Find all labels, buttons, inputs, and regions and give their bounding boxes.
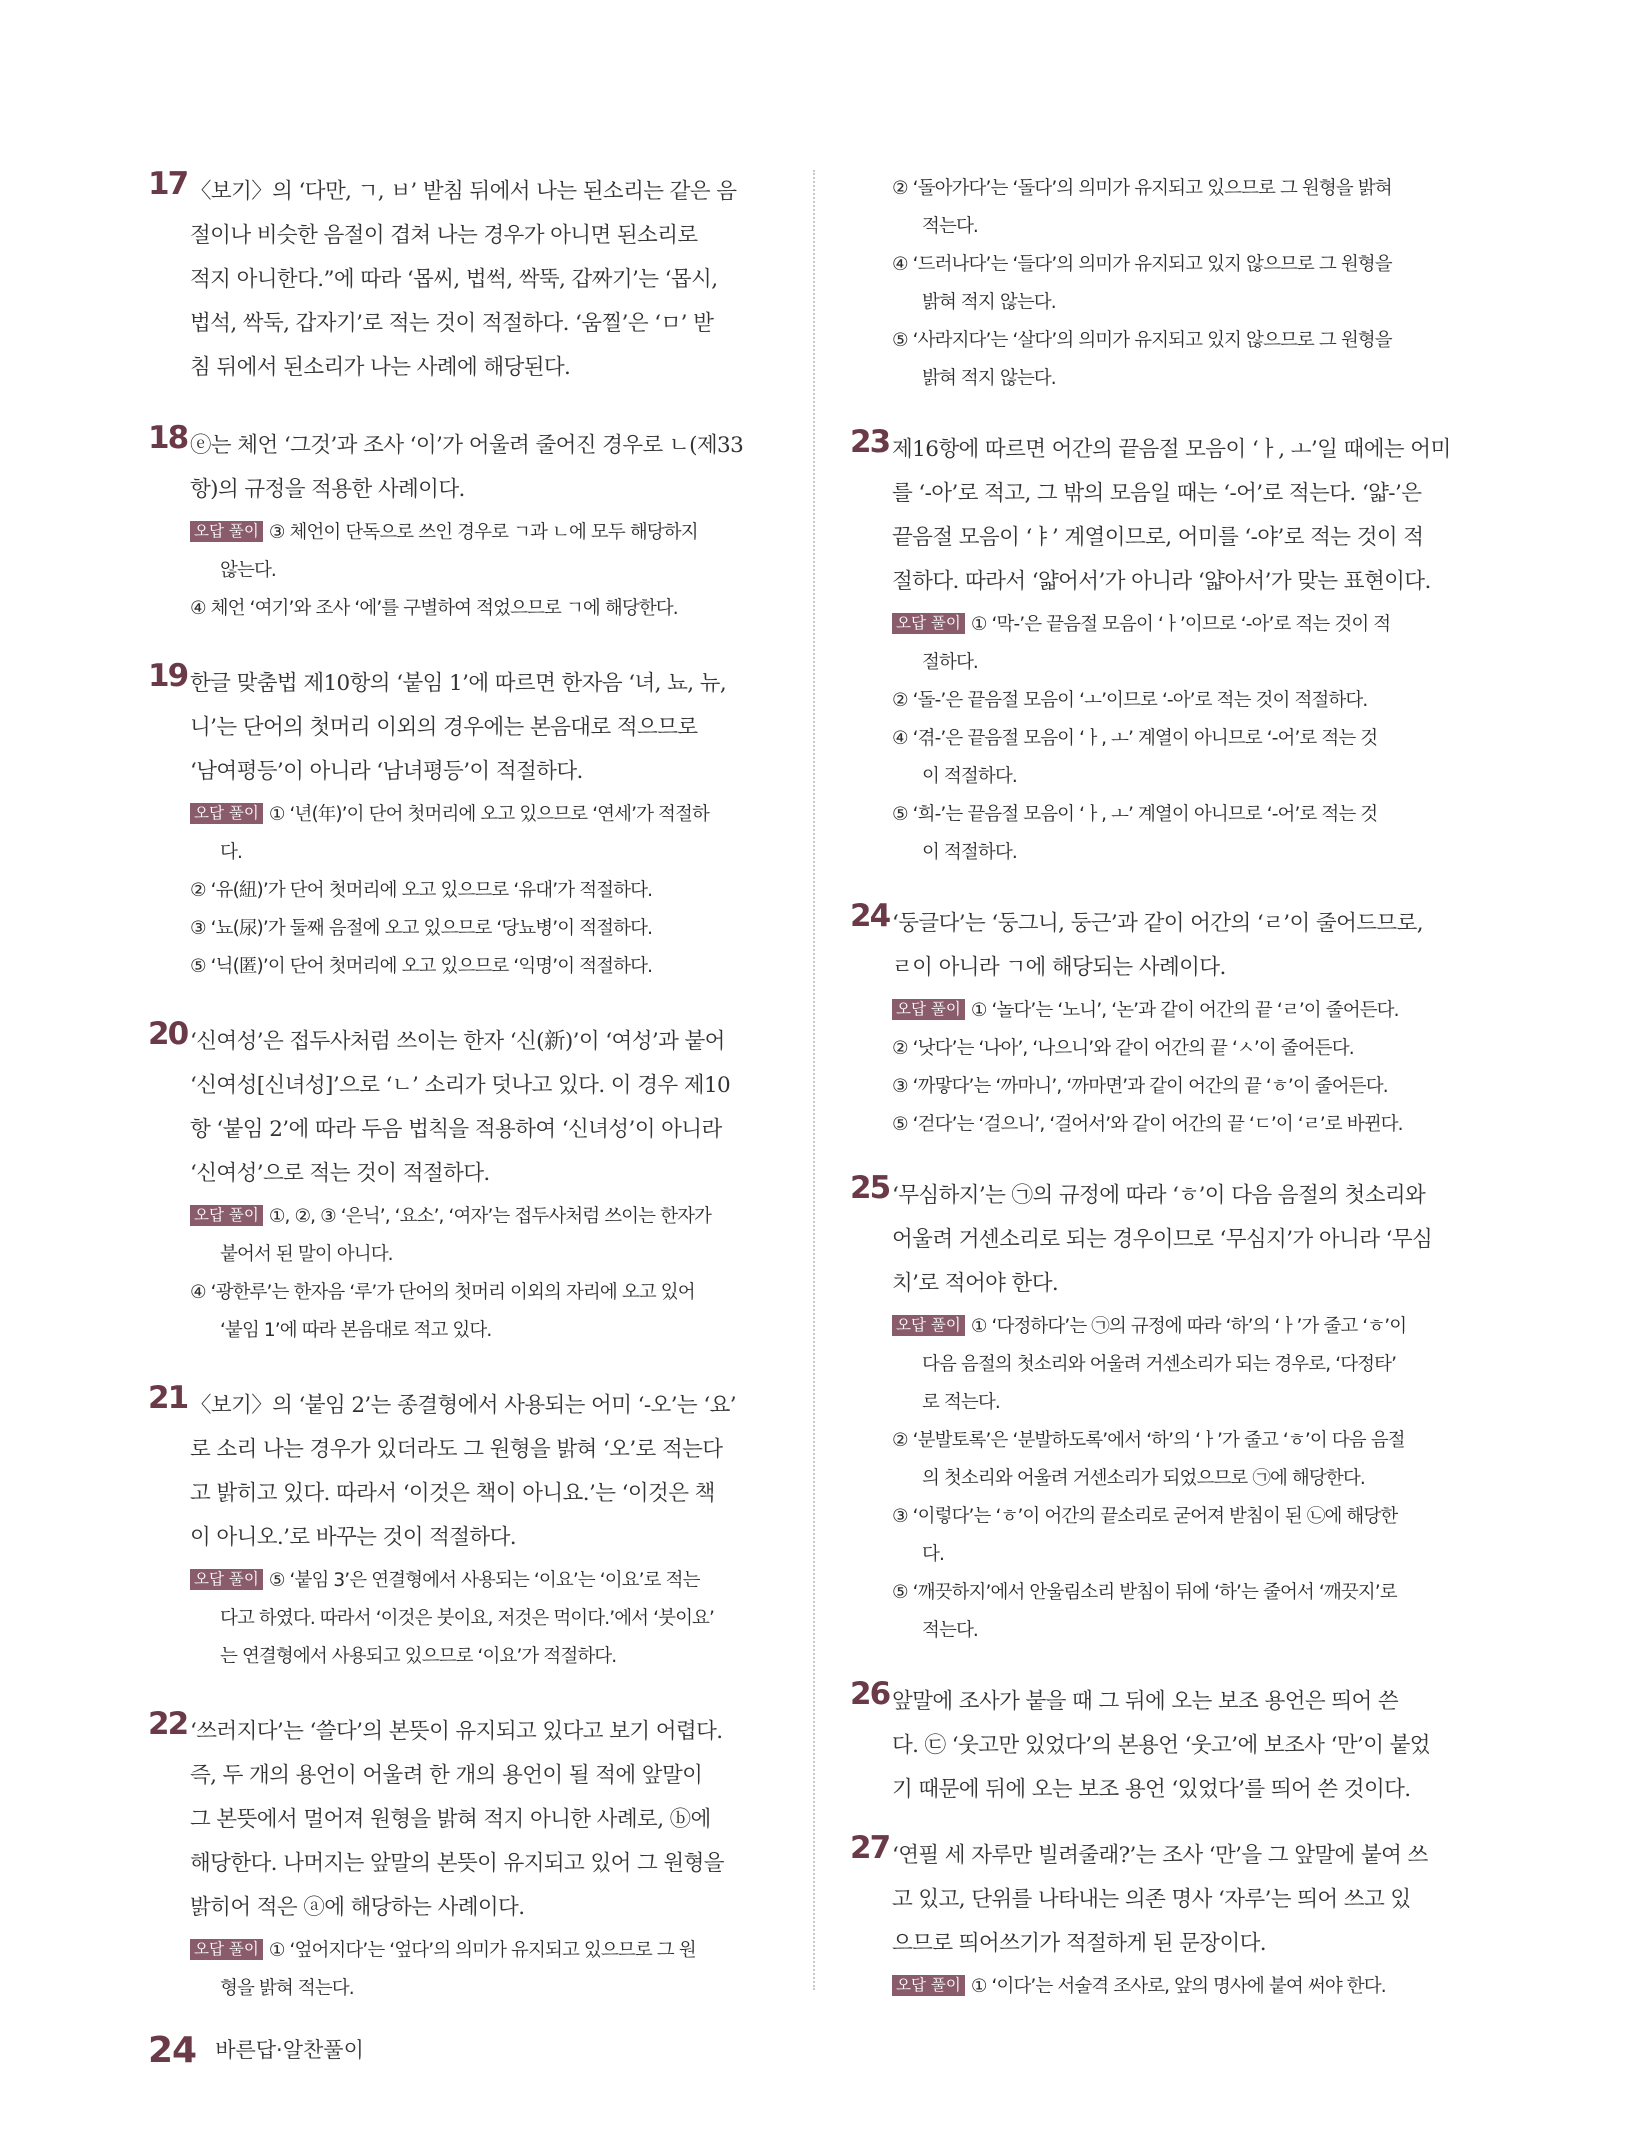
text-line: ‘신여성[신녀성]’으로 ‘ㄴ’ 소리가 덧나고 있다. 이 경우 제10 [190,1073,731,1098]
text-line: ‘둥글다’는 ‘둥그니, 둥근’과 같이 어간의 ‘ㄹ’이 줄어드므로, [892,911,1423,936]
note-line: 붙어서 된 말이 아니다. [220,1244,393,1265]
explanation [892,1834,1475,1966]
text-line: 다. ㉢ ‘웃고만 있었다’의 본용언 ‘웃고’에 보조사 ‘만’이 붙었 [892,1733,1430,1758]
text-line: ㄹ이 아니라 ㄱ에 해당되는 사례이다. [892,955,1226,980]
text-line: ‘신여성’으로 적는 것이 적절하다. [190,1161,490,1186]
text-line: 절이나 비슷한 음절이 겹쳐 나는 경우가 아니면 된소리로 [190,223,698,248]
text-line: ⓔ는 체언 ‘그것’과 조사 ‘이’가 어울려 줄어진 경우로 ㄴ(제33 [190,433,744,458]
note-line: ③ ‘이렇다’는 ‘ㅎ’이 어간의 끝소리로 굳어져 받침이 된 ㉡에 해당한 [892,1506,1398,1527]
note-line: ⑤ ‘사라지다’는 ‘살다’의 의미가 유지되고 있지 않으므로 그 원형을 [892,330,1392,351]
page-footer [148,2030,364,2071]
question-number: 20 [148,1016,188,1052]
text-line: 침 뒤에서 된소리가 나는 사례에 해당된다. [190,355,571,380]
note-line: 밝혀 적지 않는다. [922,368,1056,389]
wrong-answer-notes [892,1968,1475,2006]
note-line: 오답 풀이 ① ‘년(年)’이 단어 첫머리에 오고 있으므로 ‘연세’가 적절하 [190,796,783,834]
text-line: 그 본뜻에서 멀어져 원형을 밝혀 적지 아니한 사례로, ⓑ에 [190,1807,711,1832]
text-line: 밝히어 적은 ⓐ에 해당하는 사례이다. [190,1895,525,1920]
text-line: 치’로 적어야 한다. [892,1271,1059,1296]
question-number: 18 [148,420,188,456]
explanation [190,1710,783,1930]
text-line: ‘남여평등’이 아니라 ‘남녀평등’이 적절하다. [190,759,583,784]
explanation [190,170,783,390]
text-line: 항 ‘붙임 2’에 따라 두음 법칙을 적용하여 ‘신녀성’이 아니라 [190,1117,722,1142]
wrong-answer-notes [892,606,1475,872]
explanation [892,1680,1475,1812]
text-line: 〈보기〉의 ‘붙임 2’는 종결형에서 사용되는 어미 ‘-오’는 ‘요’ [190,1393,736,1418]
wrong-answer-notes [190,1198,783,1350]
note-line: 이 적절하다. [922,766,1017,787]
page-number: 24 [148,2030,197,2071]
note-line: 다음 음절의 첫소리와 어울려 거센소리가 되는 경우로, ‘다정타’ [922,1354,1397,1375]
text-line: 로 소리 나는 경우가 있더라도 그 원형을 밝혀 ‘오’로 적는다 [190,1437,723,1462]
question-number: 26 [850,1676,890,1712]
note-line: 오답 풀이 ① ‘놀다’는 ‘노니’, ‘논’과 같이 어간의 끝 ‘ㄹ’이 줄어든다. [892,992,1475,1030]
text-line: 절하다. 따라서 ‘얇어서’가 아니라 ‘얇아서’가 맞는 표현이다. [892,569,1431,594]
question-number: 21 [148,1380,188,1416]
note-line: ⑤ ‘걷다’는 ‘걸으니’, ‘걸어서’와 같이 어간의 끝 ‘ㄷ’이 ‘ㄹ’로 바뀐다. [892,1114,1403,1135]
note-line: 오답 풀이 ③ 체언이 단독으로 쓰인 경우로 ㄱ과 ㄴ에 모두 해당하지 [190,514,783,552]
question-25 [850,1170,1475,1650]
text-line: 고 밝히고 있다. 따라서 ‘이것은 책이 아니요.’는 ‘이것은 책 [190,1481,715,1506]
wrong-answer-badge: 오답 풀이 [892,613,965,634]
text-line: 법석, 싹둑, 갑자기’로 적는 것이 적절하다. ‘움찔’은 ‘ㅁ’ 받 [190,311,714,336]
text-line: 이 아니오.’로 바꾸는 것이 적절하다. [190,1525,517,1550]
note-line: ② ‘돌-’은 끝음절 모음이 ‘ㅗ’이므로 ‘-아’로 적는 것이 적절하다. [892,690,1368,711]
wrong-answer-badge: 오답 풀이 [190,803,263,824]
text-line: 니’는 단어의 첫머리 이외의 경우에는 본음대로 적으므로 [190,715,698,740]
wrong-answer-badge: 오답 풀이 [892,1315,965,1336]
question-18 [148,420,783,628]
note-line: 적는다. [922,216,978,237]
text-line: ‘신여성’은 접두사처럼 쓰이는 한자 ‘신(新)’이 ‘여성’과 붙어 [190,1029,725,1054]
wrong-answer-notes [190,796,783,986]
wrong-answer-notes [892,170,1475,398]
text-line: 으므로 띄어쓰기가 적절하게 된 문장이다. [892,1931,1267,1956]
note-line: ④ 체언 ‘여기’와 조사 ‘에’를 구별하여 적었으므로 ㄱ에 해당한다. [190,598,678,619]
text-line: 해당한다. 나머지는 앞말의 본뜻이 유지되고 있어 그 원형을 [190,1851,724,1876]
question-27 [850,1830,1475,2006]
text-line: 한글 맞춤법 제10항의 ‘붙임 1’에 따르면 한자음 ‘녀, 뇨, 뉴, [190,671,727,696]
explanation [892,1174,1475,1306]
wrong-answer-badge: 오답 풀이 [190,1205,263,1226]
column-divider [813,170,815,1990]
text-line: ‘연필 세 자루만 빌려줄래?’는 조사 ‘만’을 그 앞말에 붙여 쓰 [892,1843,1428,1868]
note-line: 절하다. [922,652,978,673]
wrong-answer-badge: 오답 풀이 [190,1569,263,1590]
wrong-answer-badge: 오답 풀이 [892,1975,965,1996]
question-22 [148,1706,783,2008]
explanation [190,424,783,512]
wrong-answer-badge: 오답 풀이 [190,1939,263,1960]
text-line: 항)의 규정을 적용한 사례이다. [190,477,465,502]
question-23 [850,424,1475,872]
question-number: 24 [850,898,890,934]
note-line: ② ‘낫다’는 ‘나아’, ‘나으니’와 같이 어간의 끝 ‘ㅅ’이 줄어든다. [892,1038,1354,1059]
question-number: 19 [148,658,188,694]
wrong-answer-notes [190,1562,783,1676]
text-line: 즉, 두 개의 용언이 어울려 한 개의 용언이 될 적에 앞말이 [190,1763,703,1788]
question-number: 23 [850,424,890,460]
left-column [148,166,783,2008]
wrong-answer-badge: 오답 풀이 [190,521,263,542]
note-line: 다. [922,1544,944,1565]
text-line: 제16항에 따르면 어간의 끝음절 모음이 ‘ㅏ, ㅗ’일 때에는 어미 [892,437,1451,462]
note-line: 로 적는다. [922,1392,1000,1413]
text-line: ‘무심하지’는 ㉠의 규정에 따라 ‘ㅎ’이 다음 음절의 첫소리와 [892,1183,1426,1208]
note-line: 오답 풀이 ① ‘이다’는 서술격 조사로, 앞의 명사에 붙여 써야 한다. [892,1968,1475,2006]
wrong-answer-notes [892,992,1475,1144]
text-line: 앞말에 조사가 붙을 때 그 뒤에 오는 보조 용언은 띄어 쓴 [892,1689,1399,1714]
note-line: ⑤ ‘희-’는 끝음절 모음이 ‘ㅏ, ㅗ’ 계열이 아니므로 ‘-어’로 적는 것 [892,804,1378,825]
text-line: 끝음절 모음이 ‘ㅑ’ 계열이므로, 어미를 ‘-야’로 적는 것이 적 [892,525,1424,550]
explanation [892,902,1475,990]
note-line: 형을 밝혀 적는다. [220,1978,354,1999]
explanation [190,1384,783,1560]
note-line: 오답 풀이 ① ‘막-’은 끝음절 모음이 ‘ㅏ’이므로 ‘-아’로 적는 것이 적 [892,606,1475,644]
note-line: 적는다. [922,1620,978,1641]
note-line: 오답 풀이 ⑤ ‘붙임 3’은 연결형에서 사용되는 ‘이요’는 ‘이요’로 적는 [190,1562,783,1600]
note-line: ② ‘돌아가다’는 ‘돌다’의 의미가 유지되고 있으므로 그 원형을 밝혀 [892,178,1392,199]
question-19 [148,658,783,986]
text-line: 고 있고, 단위를 나타내는 의존 명사 ‘자루’는 띄어 쓰고 있 [892,1887,1411,1912]
note-line: ④ ‘드러나다’는 ‘들다’의 의미가 유지되고 있지 않으므로 그 원형을 [892,254,1392,275]
note-line: 밝혀 적지 않는다. [922,292,1056,313]
question-number: 27 [850,1830,890,1866]
question-20 [148,1016,783,1350]
question-21 [148,1380,783,1676]
note-line: ② ‘분발토록’은 ‘분발하도록’에서 ‘하’의 ‘ㅏ’가 줄고 ‘ㅎ’이 다음 음절 [892,1430,1405,1451]
wrong-answer-notes [190,514,783,628]
wrong-answer-badge: 오답 풀이 [892,999,965,1020]
note-line: 이 적절하다. [922,842,1017,863]
note-line: ④ ‘겪-’은 끝음절 모음이 ‘ㅏ, ㅗ’ 계열이 아니므로 ‘-어’로 적는 것 [892,728,1378,749]
note-line: 는 연결형에서 사용되고 있으므로 ‘이요’가 적절하다. [220,1646,617,1667]
question-17 [148,166,783,390]
wrong-answer-notes [190,1932,783,2008]
text-line: 적지 아니한다.”에 따라 ‘몹씨, 법썩, 싹뚝, 갑짜기’는 ‘몹시, [190,267,718,292]
note-line: ⑤ ‘닉(匿)’이 단어 첫머리에 오고 있으므로 ‘익명’이 적절하다. [190,956,653,977]
note-line: ② ‘유(紐)’가 단어 첫머리에 오고 있으므로 ‘유대’가 적절하다. [190,880,653,901]
question-number: 17 [148,166,188,202]
question-22-continued [850,170,1475,398]
note-line: ⑤ ‘깨끗하지’에서 안울림소리 받침이 뒤에 ‘하’는 줄어서 ‘깨끗지’로 [892,1582,1397,1603]
note-line: 다. [220,842,242,863]
right-column [850,170,1475,2006]
text-line: ‘쓰러지다’는 ‘쓸다’의 본뜻이 유지되고 있다고 보기 어렵다. [190,1719,723,1744]
note-line: ④ ‘광한루’는 한자음 ‘루’가 단어의 첫머리 이외의 자리에 오고 있어 [190,1282,695,1303]
explanation [190,662,783,794]
text-line: 〈보기〉의 ‘다만, ㄱ, ㅂ’ 받침 뒤에서 나는 된소리는 같은 음 [190,179,737,204]
note-line: 의 첫소리와 어울려 거센소리가 되었으므로 ㉠에 해당한다. [922,1468,1365,1489]
note-line: ③ ‘까맣다’는 ‘까마니’, ‘까마면’과 같이 어간의 끝 ‘ㅎ’이 줄어든다. [892,1076,1388,1097]
note-line: 오답 풀이 ①, ②, ③ ‘은닉’, ‘요소’, ‘여자’는 접두사처럼 쓰이는 한자가 [190,1198,783,1236]
note-line: 오답 풀이 ① ‘다정하다’는 ㉠의 규정에 따라 ‘하’의 ‘ㅏ’가 줄고 ‘ㅎ’이 [892,1308,1475,1346]
explanation [892,428,1475,604]
question-26 [850,1676,1475,1812]
text-line: 어울려 거센소리로 되는 경우이므로 ‘무심지’가 아니라 ‘무심 [892,1227,1433,1252]
note-line: 오답 풀이 ① ‘엎어지다’는 ‘엎다’의 의미가 유지되고 있으므로 그 원 [190,1932,783,1970]
wrong-answer-notes [892,1308,1475,1650]
book-title: 바른답·알찬풀이 [215,2038,364,2062]
note-line: 다고 하였다. 따라서 ‘이것은 붓이요, 저것은 먹이다.’에서 ‘붓이요’ [220,1608,715,1629]
question-number: 22 [148,1706,188,1742]
explanation [190,1020,783,1196]
text-line: 기 때문에 뒤에 오는 보조 용언 ‘있었다’를 띄어 쓴 것이다. [892,1777,1411,1802]
note-line: ‘붙임 1’에 따라 본음대로 적고 있다. [220,1320,492,1341]
question-24 [850,898,1475,1144]
note-line: 않는다. [220,560,276,581]
note-line: ③ ‘뇨(尿)’가 둘째 음절에 오고 있으므로 ‘당뇨병’이 적절하다. [190,918,653,939]
question-number: 25 [850,1170,890,1206]
text-line: 를 ‘-아’로 적고, 그 밖의 모음일 때는 ‘-어’로 적는다. ‘얇-’은 [892,481,1422,506]
